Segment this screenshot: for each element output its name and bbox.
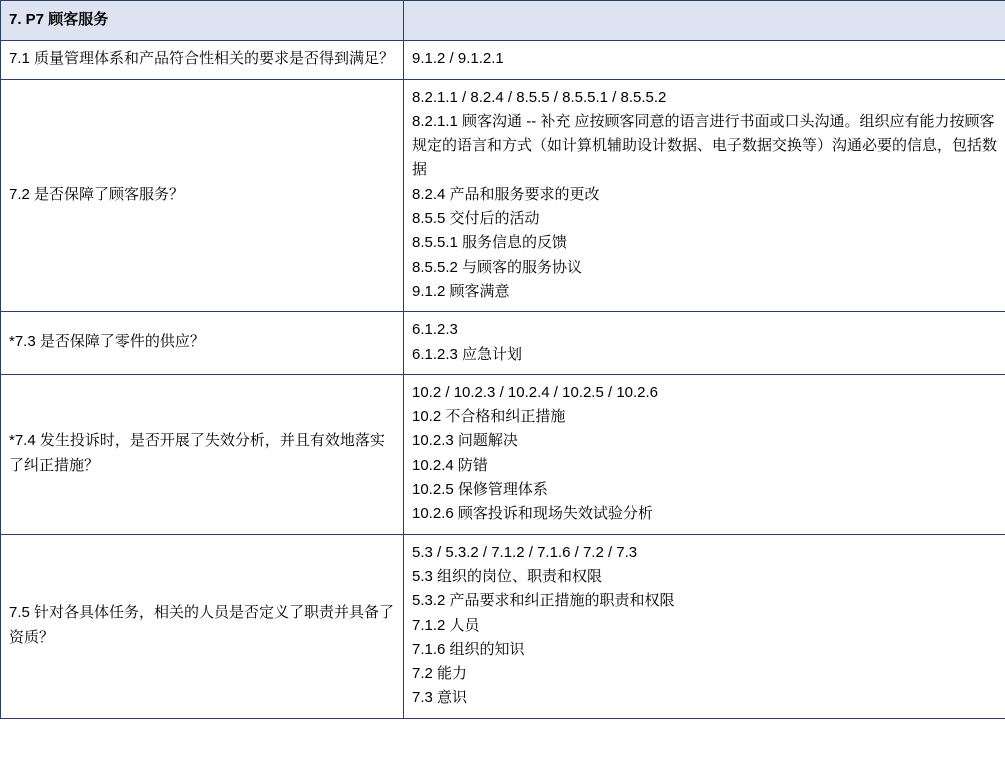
clause-line: 9.1.2 顾客满意 xyxy=(412,282,510,300)
table-header-row xyxy=(1,1,1005,41)
question-cell: 7.5 针对各具体任务，相关的人员是否定义了职责并具备了资质？ xyxy=(1,534,404,718)
clause-line: 10.2.5 保修管理体系 xyxy=(412,481,548,499)
section-title-cell: 7. P7 顾客服务 xyxy=(1,1,404,41)
table-row xyxy=(1,79,1005,312)
clause-line: 8.2.1.1 / 8.2.4 / 8.5.5 / 8.5.5.1 / 8.5.5.2 xyxy=(412,88,667,106)
table-body xyxy=(1,1,1005,719)
clause-line: 7.1.6 组织的知识 xyxy=(412,640,525,658)
question-cell: *7.3 是否保障了零件的供应？ xyxy=(1,312,404,375)
clause-reference-cell xyxy=(404,41,1005,79)
clause-line: 5.3 / 5.3.2 / 7.1.2 / 7.1.6 / 7.2 / 7.3 xyxy=(412,543,638,561)
question-cell: 7.1 质量管理体系和产品符合性相关的要求是否得到满足？ xyxy=(1,41,404,79)
section-header-blank-cell xyxy=(404,1,1005,41)
clause-line: 5.3 组织的岗位、职责和权限 xyxy=(412,567,603,585)
clause-line: 8.5.5 交付后的活动 xyxy=(412,210,540,228)
question-cell: *7.4 发生投诉时，是否开展了失效分析，并且有效地落实了纠正措施？ xyxy=(1,374,404,534)
table-row xyxy=(1,374,1005,534)
clause-line: 8.2.1.1 顾客沟通 -- 补充 应按顾客同意的语言进行书面或口头沟通。组织应有能力按顾客规定的语言和方式（如计算机辅助设计数据、电子数据交换等）沟通必要的信息，包括数据 xyxy=(412,112,998,179)
table-row xyxy=(1,534,1005,718)
question-cell: 7.2 是否保障了顾客服务？ xyxy=(1,79,404,312)
clause-reference-cell xyxy=(404,534,1005,718)
clause-line: 7.1.2 人员 xyxy=(412,616,480,634)
clause-line: 8.5.5.2 与顾客的服务协议 xyxy=(412,258,583,276)
table-row xyxy=(1,312,1005,375)
clause-line: 6.1.2.3 xyxy=(412,321,458,339)
clause-line: 7.3 意识 xyxy=(412,689,468,707)
clause-line: 8.5.5.1 服务信息的反馈 xyxy=(412,234,568,252)
clause-reference-cell xyxy=(404,374,1005,534)
clause-reference-cell xyxy=(404,312,1005,375)
clause-line: 10.2.6 顾客投诉和现场失效试验分析 xyxy=(412,505,653,523)
clause-line: 10.2 / 10.2.3 / 10.2.4 / 10.2.5 / 10.2.6 xyxy=(412,383,659,401)
table-row xyxy=(1,41,1005,79)
clause-line: 10.2 不合格和纠正措施 xyxy=(412,408,566,426)
clause-line: 9.1.2 / 9.1.2.1 xyxy=(412,50,504,68)
clause-line: 6.1.2.3 应急计划 xyxy=(412,345,523,363)
clause-reference-cell xyxy=(404,79,1005,312)
clause-line: 10.2.3 问题解决 xyxy=(412,432,518,450)
clause-line: 10.2.4 防错 xyxy=(412,456,488,474)
clause-line: 5.3.2 产品要求和纠正措施的职责和权限 xyxy=(412,592,675,610)
clause-line: 8.2.4 产品和服务要求的更改 xyxy=(412,185,600,203)
clause-line: 7.2 能力 xyxy=(412,665,468,683)
